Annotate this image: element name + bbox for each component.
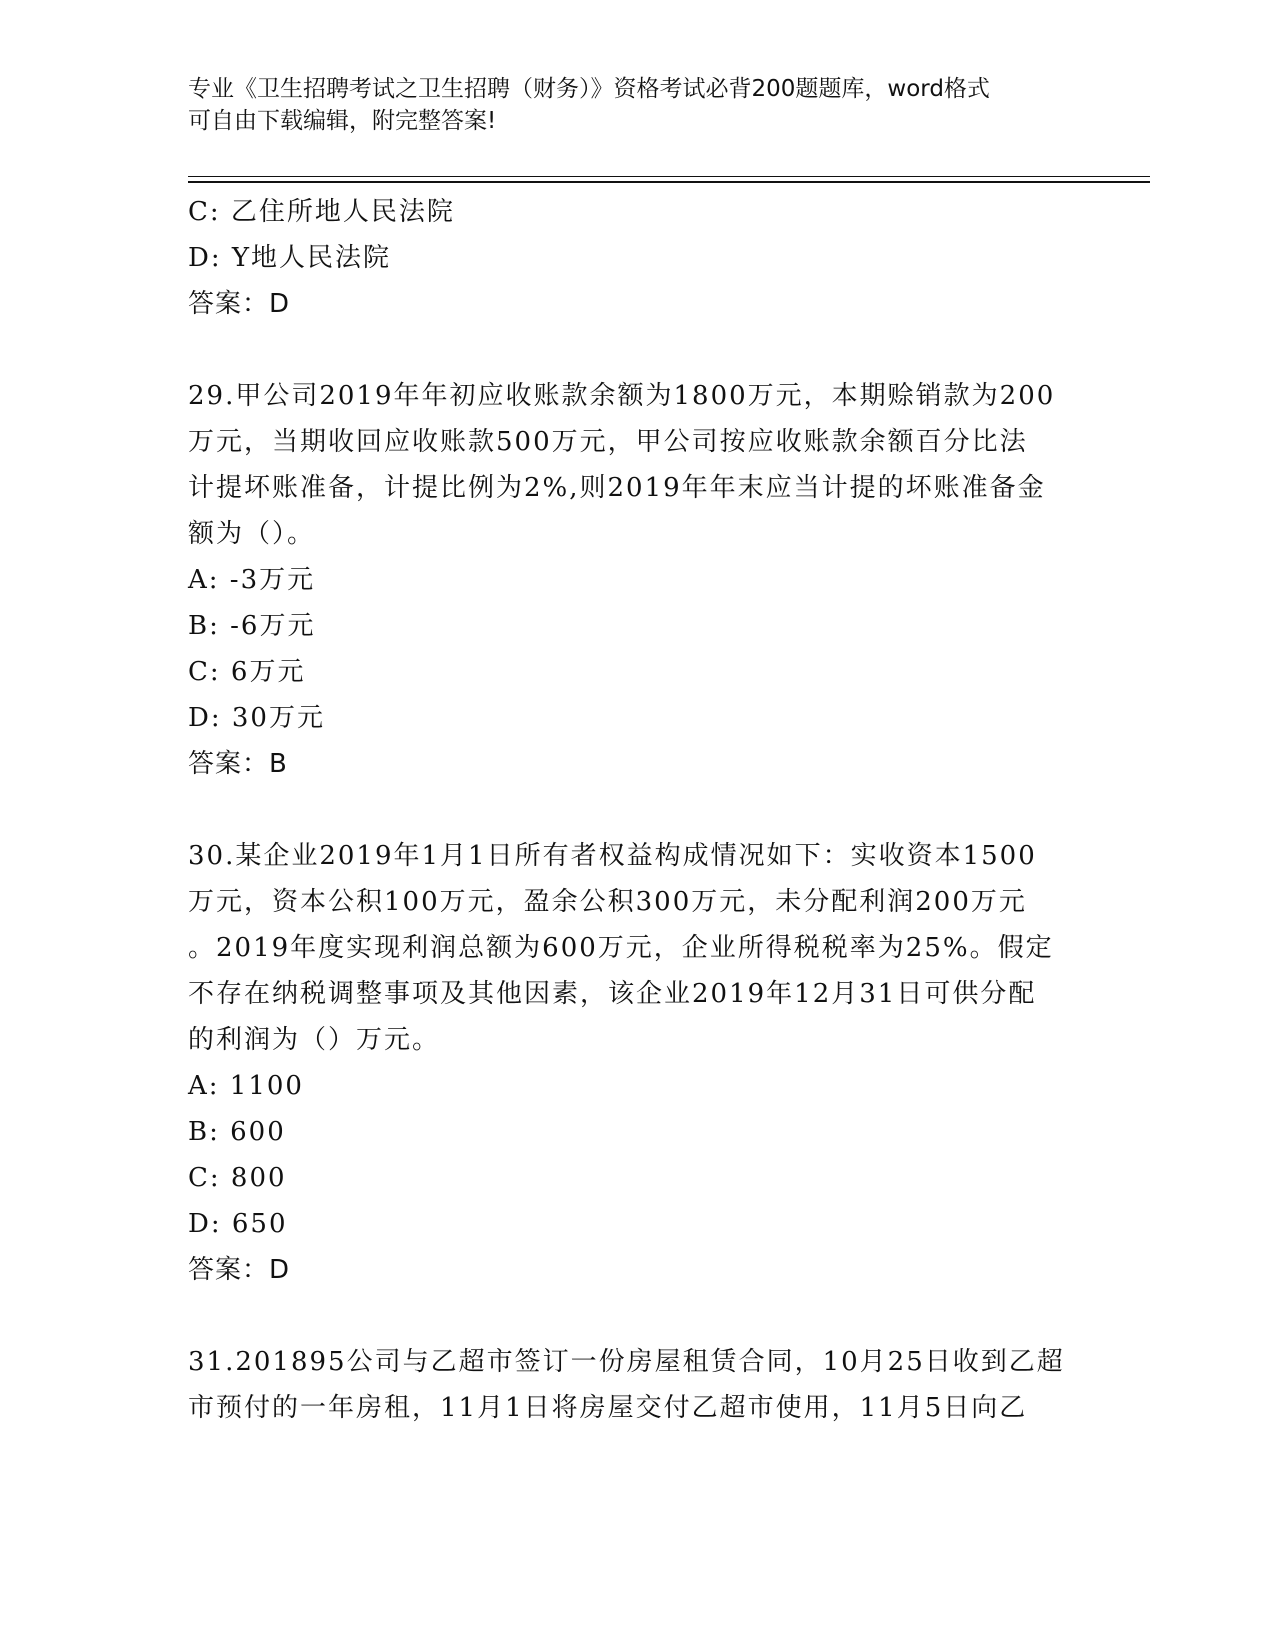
spacer xyxy=(188,1293,1088,1339)
question-29 xyxy=(188,373,1088,787)
question-text-line: 万元，资本公积100万元，盈余公积300万元，未分配利润200万元 xyxy=(188,887,1027,917)
question-text-line: 31.201895公司与乙超市签订一份房屋租赁合同，10月25日收到乙超 xyxy=(188,1347,1065,1377)
question-text-line: 30.某企业2019年1月1日所有者权益构成情况如下：实收资本1500 xyxy=(188,841,1037,871)
document-header xyxy=(188,73,1068,137)
question-text-line: 计提坏账准备，计提比例为2%,则2019年年末应当计提的坏账准备金 xyxy=(188,473,1046,503)
option-b: B: -6万元 xyxy=(188,611,316,641)
header-rule-thin xyxy=(188,176,1150,177)
option-a: A: -3万元 xyxy=(188,565,316,595)
question-text-line: 万元，当期收回应收账款500万元，甲公司按应收账款余额百分比法 xyxy=(188,427,1028,457)
option-d: D: 650 xyxy=(188,1209,288,1239)
header-line-1: 专业《卫生招聘考试之卫生招聘（财务）》资格考试必背200题题库，word格式 xyxy=(188,76,990,102)
header-line-2: 可自由下载编辑，附完整答案! xyxy=(188,108,497,134)
answer-line: 答案：D xyxy=(188,289,291,319)
question-text-line: 不存在纳税调整事项及其他因素，该企业2019年12月31日可供分配 xyxy=(188,979,1037,1009)
spacer xyxy=(188,787,1088,833)
option-b: B: 600 xyxy=(188,1117,286,1147)
question-30 xyxy=(188,833,1088,1293)
document-body xyxy=(188,189,1088,1431)
answer-line: 答案：D xyxy=(188,1255,291,1285)
spacer xyxy=(188,327,1088,373)
question-text-line: 额为（）。 xyxy=(188,519,316,549)
option-d: D: Y地人民法院 xyxy=(188,243,392,273)
question-text-line: 。2019年度实现利润总额为600万元，企业所得税税率为25%。假定 xyxy=(188,933,1054,963)
option-c: C: 800 xyxy=(188,1163,287,1193)
previous-question xyxy=(188,189,1088,327)
option-d: D: 30万元 xyxy=(188,703,325,733)
option-a: A: 1100 xyxy=(188,1071,304,1101)
option-c: C: 6万元 xyxy=(188,657,306,687)
question-text-line: 29.甲公司2019年年初应收账款余额为1800万元，本期赊销款为200 xyxy=(188,381,1056,411)
question-text-line: 市预付的一年房租，11月1日将房屋交付乙超市使用，11月5日向乙 xyxy=(188,1393,1028,1423)
question-text-line: 的利润为（）万元。 xyxy=(188,1025,441,1055)
option-c: C: 乙住所地人民法院 xyxy=(188,197,455,227)
header-rule-thick xyxy=(188,181,1150,183)
answer-line: 答案：B xyxy=(188,749,288,779)
question-31 xyxy=(188,1339,1088,1431)
